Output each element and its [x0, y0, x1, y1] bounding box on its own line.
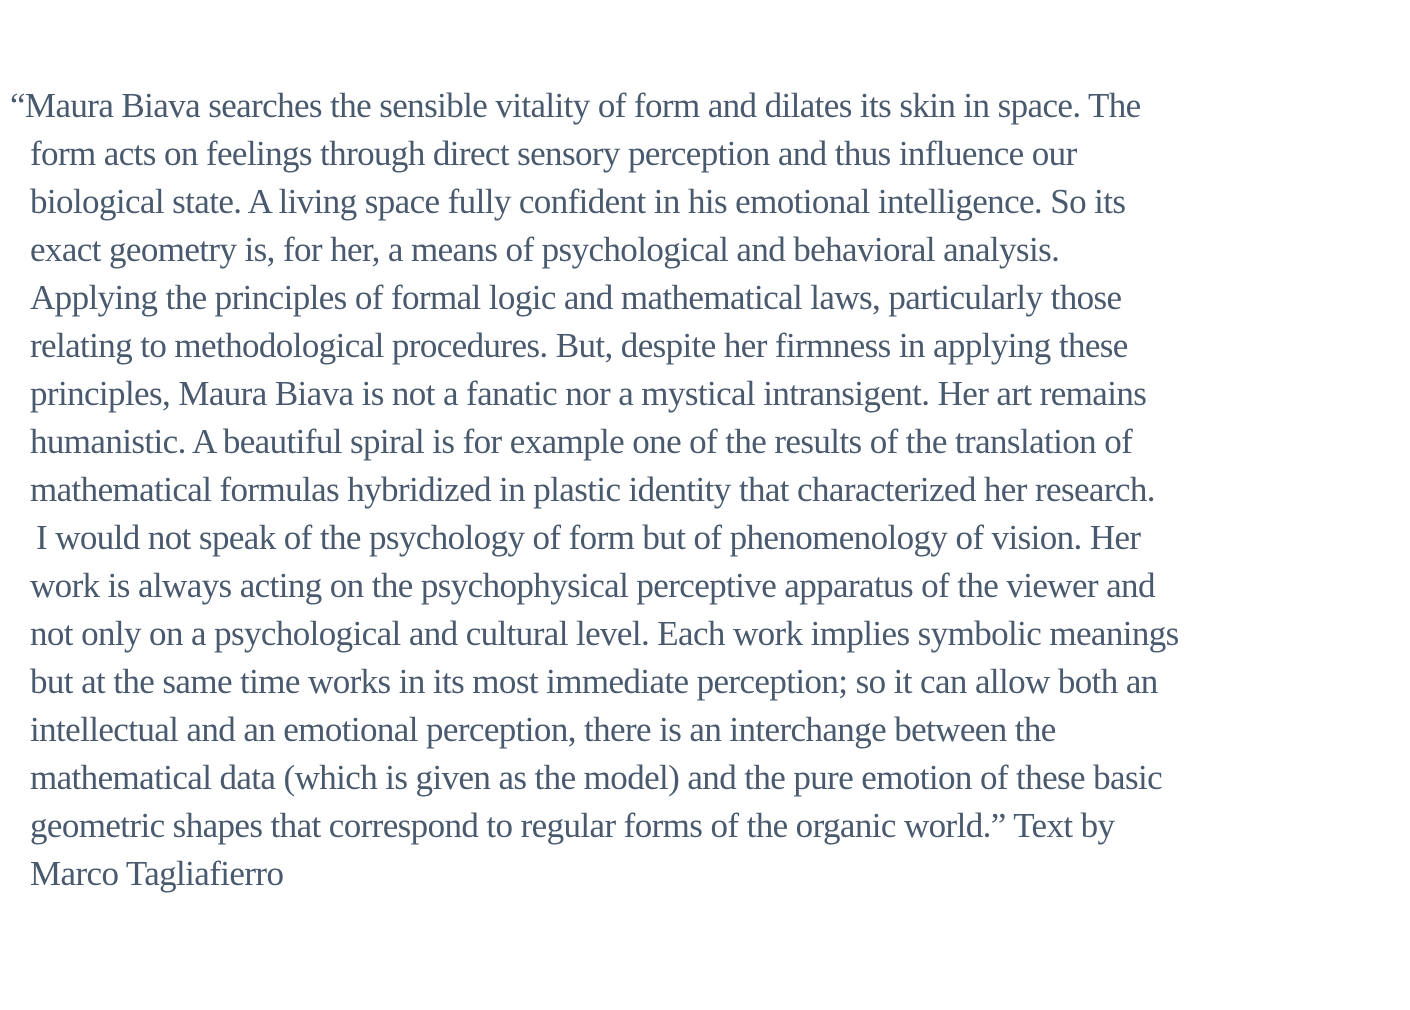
quote-line: mathematical formulas hybridized in plastic identity that characterized her research. — [30, 470, 1155, 509]
quote-line: “Maura Biava searches the sensible vitality of form and dilates its skin in space. The — [10, 86, 1141, 125]
quote-line: exact geometry is, for her, a means of psychological and behavioral analysis. — [30, 230, 1060, 269]
quote-line: form acts on feelings through direct sensory perception and thus influence our — [30, 134, 1077, 173]
quote-line: mathematical data (which is given as the model) and the pure emotion of these basic — [30, 758, 1163, 797]
quote-line: geometric shapes that correspond to regular forms of the organic world.” Text by — [30, 806, 1115, 845]
quote-line: relating to methodological procedures. But, despite her firmness in applying these — [30, 326, 1128, 365]
author-line: Marco Tagliafierro — [30, 854, 284, 893]
quote-line: work is always acting on the psychophysical perceptive apparatus of the viewer and — [30, 566, 1155, 605]
quote-line: intellectual and an emotional perception, there is an interchange between the — [30, 710, 1056, 749]
quote-line: not only on a psychological and cultural level. Each work implies symbolic meanings — [30, 614, 1179, 653]
quote-line: but at the same time works in its most immediate perception; so it can allow both an — [30, 662, 1158, 701]
quote-line: I would not speak of the psychology of form but of phenomenology of vision. Her — [36, 518, 1141, 557]
quote-line: Applying the principles of formal logic and mathematical laws, particularly those — [30, 278, 1122, 317]
quote-line: principles, Maura Biava is not a fanatic nor a mystical intransigent. Her art remains — [30, 374, 1147, 413]
quote-line: humanistic. A beautiful spiral is for example one of the results of the translation of — [30, 422, 1133, 461]
quote-line: biological state. A living space fully confident in his emotional intelligence. So its — [30, 182, 1126, 221]
quote-text-block — [0, 82, 1410, 898]
